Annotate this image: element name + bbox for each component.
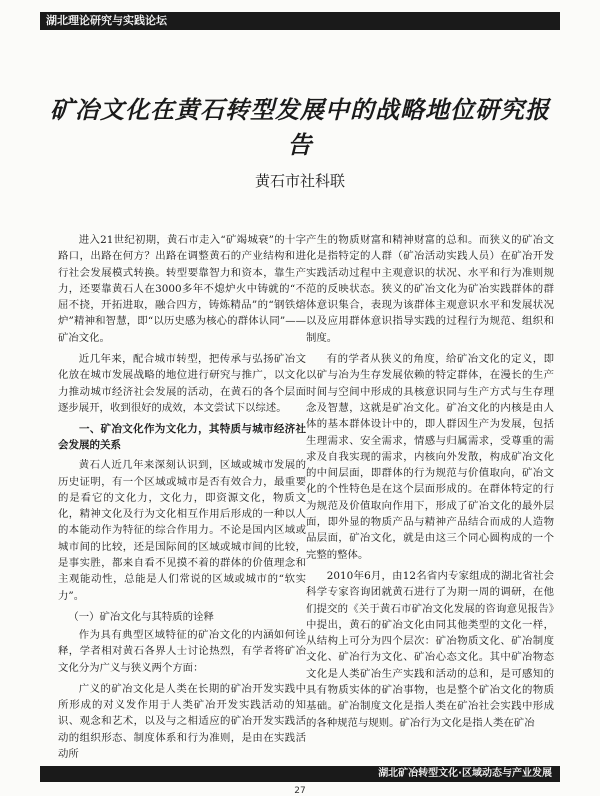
paragraph: 黄石人近几年来深刻认识到，区域或城市发展的历史证明，有一个区域或城市是否有效合力，最重要的是看它的文化力，文化力，即资源文化，物质文化，精神文化及行为文化相互作用后形成的一种以人的本能动作为特征的综合作用力。不论是国内区域或城市间的比较，还是国际间的区域或城市间的比较，是事实胜，都来自看不见摸不着的群体的价值理念和主观能动性，总能是人们常说的区域或城市的“软实力”。 (58, 459, 306, 602)
paragraph: 广义的矿冶文化是人类在长期的矿冶开发实践中所形成的对义发作用于人类矿冶开发实践活动的知识、观念和艺术，以及与之相适应的矿冶开发实践活动的组织形态、制度体系和行为准则，是由在实践活动所 (58, 682, 306, 761)
paragraph: 近几年来，配合城市转型，把传承与弘扬矿冶文化放在城市发展战略的地位进行研究与推广，以文化力推动城市经济社会发展的活动，在黄石的各个层面逐步展开，收到很好的成效，本文尝试下以综述。 (58, 353, 306, 414)
paragraph: 进入21世纪初期，黄石市走入“矿竭城衰”的十字路口，出路在何方？出路在调整黄石的产业结构和进行社会发展模式转换。转型要靠智力和资本，靠生产力，还要靠黄石人在3000多年不熄炉火中铸就的“不屈不挠，开拓进取，融合四方，铸炼精品”的“钢铁熔炉”精神和智慧，即“以历史感为核心的群体认同”——矿冶文化。 (58, 234, 306, 344)
section-heading: 一、矿冶文化作为文化力，其特质与城市经济社会发展的关系 (58, 423, 306, 452)
journal-header (40, 12, 560, 30)
footer-section-name: 湖北矿冶转型文化·区域动态与产业发展 (378, 768, 552, 779)
paragraph: 有的学者从狭义的角度，给矿冶文化的定义，即以矿与冶为生存发展依赖的特定群体，在漫长的生产时间与空间中形成的具核意识同与生产方式与生存理念及智慧，这就是矿冶文化。矿冶文化的内核是由人体的基本群体设计中的，即人群因生产为发展，包括生理需求、安全需求，情感与归属需求，受尊重的需求及自我实现的需求，内核向外发散，构成矿冶文化的中间层面，即群体的行为规范与价值取向，矿冶文化的个性特色是在这个层面形成的。在群体特定的行为规范及价值取向作用下，形成了矿冶文化的最外层面，即外显的物质产品与精神产品结合而成的人造物品层面，矿冶文化，就是由这三个同心圆构成的一个完整的整体。 (306, 353, 554, 561)
journal-name: 湖北理论研究与实践论坛 (46, 14, 167, 27)
paragraph: 作为具有典型区域特征的矿冶文化的内涵如何诠释，学者相对黄石各界人士讨论热烈，有学者将矿冶文化分为广义与狭义两个方面： (58, 628, 306, 674)
section-footer (40, 766, 560, 782)
subsection-heading: （一）矿冶文化与其特质的诠释 (68, 610, 214, 623)
article-title: 矿冶文化在黄石转型发展中的战略地位研究报告 (50, 95, 550, 159)
left-column (58, 232, 306, 767)
right-column (306, 232, 554, 736)
paragraph: 2010年6月，由12名省内专家组成的湖北省社会科学专家咨询团就黄石进行了为期一周的调研，在他们提交的《关于黄石市矿冶文化发展的咨询意见报告》中提出，黄石的矿冶文化由同其他类型的文化一样，从结构上可分为四个层次：矿冶物质文化、矿冶制度文化、矿冶行为文化、矿冶心态文化。其中矿冶物态文化是人类矿冶生产实践和活动的总和，是可感知的具有物质实体的矿冶事物，也是整个矿冶文化的物质基础。矿冶制度文化是指人类在矿冶社会实践中形成的各种规范与规则。矿冶行为文化是指人类在矿冶 (306, 569, 554, 729)
article-author: 黄石市社科联 (254, 172, 345, 190)
paragraph: 产生的物质财富和精神财富的总和。而狭义的矿冶文化是指特定的人群（矿冶活动实践人员）在矿冶开发实践活动过程中主观意识的状况、水平和行为准则规范的反映状态。狭义的矿冶文化为矿冶实践群体的群体意识集合，表现为该群体主观意识水平和发展状况以及应用群体意识指导实践的过程行为规范、组织和制度。 (306, 234, 554, 344)
page-number: 27 (294, 786, 306, 796)
